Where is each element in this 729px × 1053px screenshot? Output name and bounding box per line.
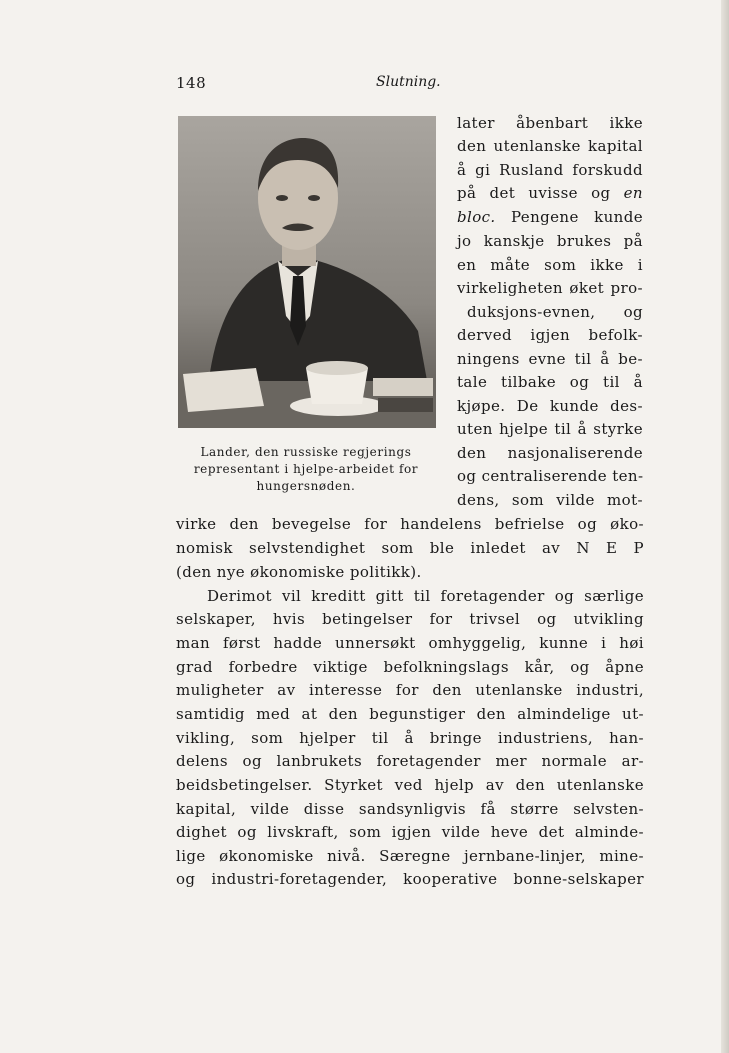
body-line: ningens evne til å be- bbox=[457, 350, 643, 368]
body-line: later åbenbart ikke bbox=[457, 114, 643, 132]
body-line: nomisk selvstendighet som ble inledet av N E P bbox=[176, 539, 644, 557]
body-line: å gi Rusland forskudd bbox=[457, 161, 643, 179]
body-line: virkeligheten øket pro- bbox=[457, 279, 643, 297]
page-edge bbox=[721, 0, 729, 1053]
portrait-photo-icon bbox=[178, 116, 436, 428]
body-line: jo kanskje brukes på bbox=[457, 232, 643, 250]
page-header bbox=[176, 74, 644, 96]
body-line: Derimot vil kreditt gitt til foretagender og særlige bbox=[207, 587, 644, 605]
caption-line: Lander, den russiske regjerings bbox=[200, 445, 412, 459]
body-line: grad forbedre viktige befolkningslags kår, og åpne bbox=[176, 658, 644, 676]
body-line: vikling, som hjelper til å bringe industriens, han- bbox=[176, 729, 644, 747]
body-line: uten hjelpe til å styrke bbox=[457, 420, 643, 438]
caption-line: representant i hjelpe-arbeidet for bbox=[193, 462, 419, 476]
body-line-text: Pengene kunde bbox=[495, 208, 643, 226]
body-line: delens og lanbrukets foretagender mer normale ar- bbox=[176, 752, 644, 770]
photo-caption bbox=[170, 444, 442, 495]
body-line: en måte som ikke i bbox=[457, 256, 643, 274]
body-line: samtidig med at den begunstiger den almindelige ut- bbox=[176, 705, 644, 723]
body-line: derved igjen befolk- bbox=[457, 326, 643, 344]
body-line: beidsbetingelser. Styrket ved hjelp av den utenlanske bbox=[176, 776, 644, 794]
body-line: duksjons-evnen, og bbox=[467, 303, 643, 321]
body-line: dighet og livskraft, som igjen vilde heve det alminde- bbox=[176, 823, 644, 841]
body-line: muligheter av interesse for den utenlanske industri, bbox=[176, 681, 644, 699]
page-number: 148 bbox=[176, 74, 207, 92]
body-line bbox=[457, 182, 643, 205]
body-line: kjøpe. De kunde des- bbox=[457, 397, 643, 415]
body-line-text: på det uvisse og bbox=[457, 184, 624, 202]
body-line: virke den bevegelse for handelens befrielse og øko- bbox=[176, 515, 644, 533]
portrait-photo bbox=[178, 116, 436, 428]
italic-word: en bbox=[623, 184, 643, 202]
body-line: dens, som vilde mot- bbox=[457, 491, 643, 509]
body-line: (den nye økonomiske politikk). bbox=[176, 563, 422, 581]
body-line: man først hadde unnersøkt omhyggelig, kunne i høi bbox=[176, 634, 644, 652]
body-line: og industri-foretagender, kooperative bonne-selskaper bbox=[176, 870, 644, 888]
running-head: Slutning. bbox=[376, 74, 441, 90]
body-line: tale tilbake og til å bbox=[457, 373, 643, 391]
body-line: lige økonomiske nivå. Særegne jernbane-linjer, mine- bbox=[176, 847, 644, 865]
body-line: den utenlanske kapital bbox=[457, 137, 643, 155]
body-line bbox=[457, 206, 643, 229]
body-line: den nasjonaliserende bbox=[457, 444, 643, 462]
body-line: selskaper, hvis betingelser for trivsel og utvikling bbox=[176, 610, 644, 628]
body-line: kapital, vilde disse sandsynligvis få større selvsten- bbox=[176, 800, 644, 818]
italic-word: bloc. bbox=[457, 208, 496, 226]
body-line: og centraliserende ten- bbox=[457, 467, 644, 485]
caption-line: hungersnøden. bbox=[256, 479, 356, 493]
